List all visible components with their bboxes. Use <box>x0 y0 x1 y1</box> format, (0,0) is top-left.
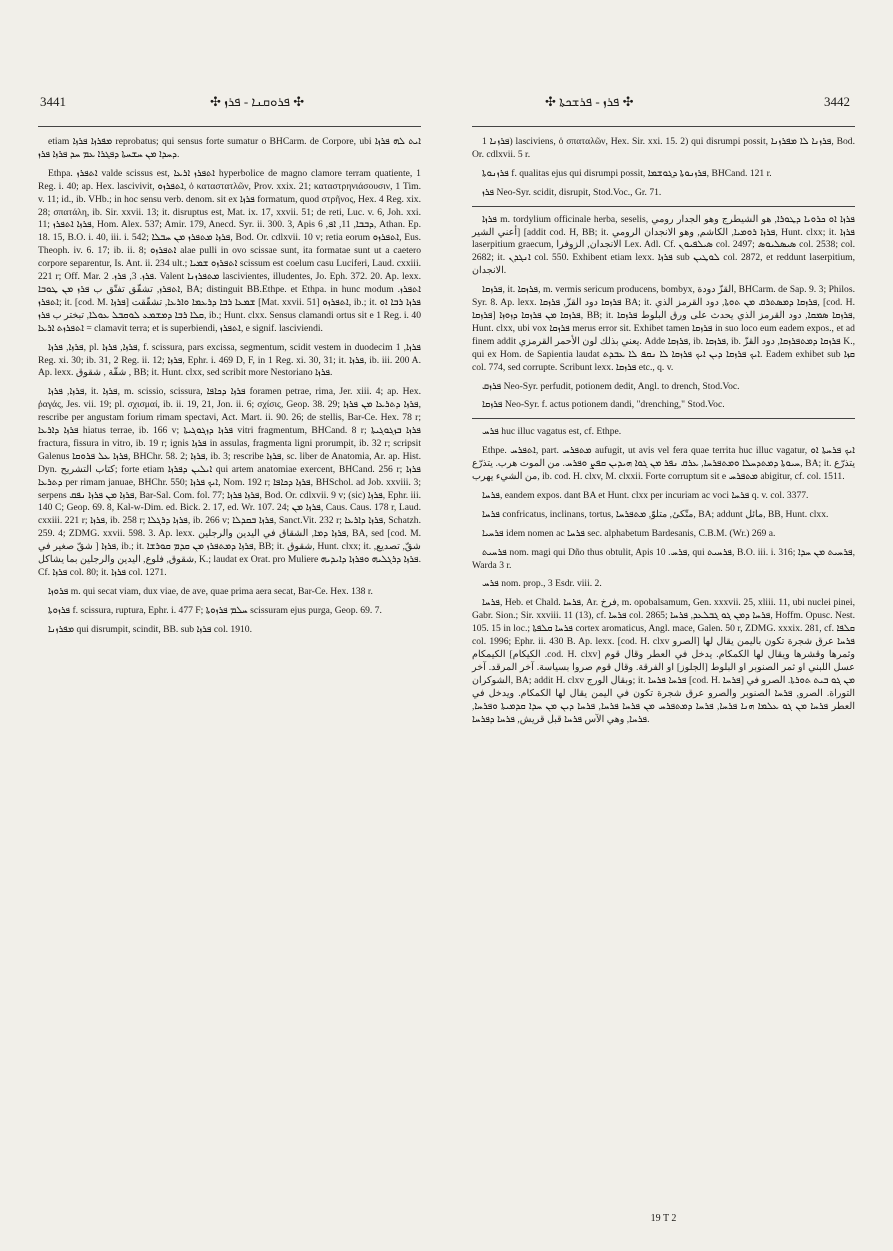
dictionary-entry: ܦܪܙܢܐ 1) lasciviens, ὁ σπαταλῶν, Hex. Sir. xxi. 15. 2) qui disrumpi possit, ܦܪܙܢܐ ܠܐ ܡܦܪܙܢܐ, Bod. Or. cdlxvii. 5 r. <box>472 136 855 160</box>
dictionary-entry: ܦܪܙܢܘܬܐ f. qualitas ejus qui disrumpi possit, ܦܪܙܢܘܬܐ ܕܓܘܫܡܐ, BHCand. 121 r. <box>482 167 772 179</box>
dictionary-entry: ܦܪܙ Neo-Syr. scidit, disrupit, Stod.Voc., Gr. 71. <box>482 186 662 198</box>
dictionary-entry: ܦܪܚܐ, eandem expos. dant BA et Hunt. clxx per incuriam ac voci ܦܪܚܐ q. v. col. 3377. <box>482 489 809 501</box>
right-page-number: 3442 <box>824 94 850 109</box>
dictionary-entry: ܦܪܚܝܬ nom. magi qui Dño thus obtulit, Apis ܦܪܚ. 10, qui ܦܪܚܝܬ, B.O. iii. i. 316; ܦܪܚܝܬ ܡܢ ܚܕܐ, Warda 3 r. <box>472 546 855 571</box>
dictionary-entry: ܦܪܙܐ, ܦܪܙܐ, pl. ܦܪܙܐ, ܦܪܙܐ, f. scissura, pars excissa, segmentum, scidit vestem in duodecim ܦܪܙܐ, 1 Reg. xi. 30; ib. 31, 2 Reg. ii. 12; ܦܪܙܐ, Ephr. i. 469 D, F, in 1 Reg. xi. 30, 31; it. ܦܪܙܐ, ib. iii. 200 A. Ap. lexx. شقّة , شقوق , BB; it. Hunt. clxx, sed scribit more Nestoriano ܦܪܙܐ. <box>38 341 422 379</box>
left-running-head: ✣ ܦܪܘܩܢܐ - ܦܪܙ ✣ <box>210 94 305 109</box>
dictionary-entry: ܦܪܚܐ confricatus, inclinans, tortus, متّكئ, متلوّ, ܡܬܦܪܚܐ, BA; addunt مائل, BB, Hunt. clxx. <box>482 508 829 520</box>
dictionary-entry: ܦܪܙܩ Neo-Syr. perfudit, potionem dedit, Angl. to drench, Stod.Voc. <box>482 380 740 392</box>
dictionary-entry: ܦܪܙܩܐ, it. ܦܪܙܩܐ, m. vermis sericum producens, bombyx, القزّ دودة, BHCarm. de Sap. 9. 3; Philos. Syr. 8. Ap. lexx. ܦܪܙܩܐ دود القزّ, ܦܪܙܩܐ BA; it. ܦܪܙܩܐ ܕܡܣܬܪܩ ܡܢ ܬܘܬܐ, دود القرمز الذي, [cod. H. ܦܪܙܩܐ] ܦܪܙܩܐ ܡܢ ܦܪܙܩܐ ܕܙܘܙܐ, BB; it. ܦܪܙܩܐ ܣܡܩܐ, دود القرمز الذي يحدث على ورق البلوط ܦܪܙܩܐ, Hunt. clxx, ubi vox ܦܪܙܩܐ merus error sit. Exhibet tamen ܦܪܙܩܐ in suo loco eum eadem expos., et ad finem addit يعني بذلك لون الأحمر القرمزي. Adde ܦܪܙܩܐ, ib. ܦܪܙܩܐ, ib. ܦܪܙܩܐ ܕܡܬܦܪܙܩܐ, دود القزّ K., qui ex Hom. de Sapientia laudat ܐܝܟ ܦܪܙܩܐ ܕܝܢ ܐܝܟ ܦܪܙܩܐ ܠܐ ܢܩܦ ܠܐ ܥܒܕܬ. Eadem exhibet sub ܩܙܐ col. 774, sed corrupte. Scribunt lexx. ܦܪܙܩܐ etc., q. v. <box>472 284 855 373</box>
dictionary-entry: ܡܦܪܙܢܐ qui disrumpit, scindit, BB. sub ܦܪܙܐ col. 1910. <box>48 623 252 635</box>
running-header <box>40 94 850 116</box>
dictionary-entry: ܦܪܚܐ, Heb. et Chald. ܦܪܚܐ, Ar. فرخ, m. opobalsamum, Gen. xxxvii. 25, xliii. 11, ubi nuclei pinei, Gabr. Sion.; Sir. xxviii. 11 (13), cf. ܦܪܚܐ col. 2865; ܦܪܚܐ ܕܡܢ ܓܘ ܓܒܠܥܕ, ܦܪܚܐ, Hoffm. Opusc. Nest. 105. 15 in loc.; ܦܪܚܐ ܩܠܦܬܐ cortex aromaticus, Angl. mace, Galen. 50 r, ZDMG. xxxix. 281, cf. ܩܠܦܐ col. 1996; Ephr. ii. 430 B. Ap. lexx. [cod. H. clxv الصرو] ܦܪܚܐ عرق شجرة تكون باليمن يقال لها الكيمكام [الكيكام .cod. H. clxv] وثمرها وقشرها ويقال لها الكمكام. يدخل في العطر وقال قوم عسل اللبني او ثمر الصنوبر او البلوط [الجلوز] او الفرقة. وقال قوم صروا بسياسة. آخر المرقد. آخر الشوكران, BA; addit H. clxv وبقال الورج; it. ܦܪܚܐ ܦܪܚܐ [cod. H. ܦܪܚܐ] ܡܢ ܓܘ ܒܝܬ ܬܘܪܬܐ. الصرو في التوراة. الصرو, ܦܪܚܐ الصنوبر والصرو عرق شجرة تكون في اليمن يقال لها الكمكام. ويدخل في العطر ܦܪܚܐ ܡܢ ܓܘ ܥܠܡܐ ܗܢܐ ܦܪܚܐ, ܦܪܚܐ ܕܡܬܦܪܚ ܡܢ ܦܪܚܐ ܦܪܚܐ, ܦܪܚܐ ܕܝܢ ܡܢ ܚܕܐ ܩܕܡܝܬܐ ܘܦܪܚܐ, ܦܪܚܐ, وهي الآس ܦܪܚܐ قبل قريش, ܦܪܚܐ ܕܦܪܚܐ. <box>472 597 856 725</box>
left-header-rule <box>38 126 421 127</box>
dictionary-entry: ܦܪܙܩܐ Neo-Syr. f. actus potionem dandi, "drenching," Stod.Voc. <box>482 399 725 411</box>
dictionary-entry: etiam ܡܦܪܙܐ ܦܪܙܐ reprobatus; qui sensus forte sumatur o BHCarm. de Corpore, ubi ܐܝܬ ܠܗ ܦܪܙܐ ܕܚܕܐ ܡܢ ܚܫܚܬܐ ܕܦܓܪܐ ܥܡ ܚܕ ܦܪܙܐ ܦܪܙ. <box>38 136 422 160</box>
dictionary-entry: ܦܪܚ nom. prop., 3 Esdr. viii. 2. <box>482 578 602 590</box>
dictionary-entry: ܦܪܘܙܐ m. qui secat viam, dux viae, de ave, quae prima aera secat, Bar-Ce. Hex. 138 r. <box>48 585 373 597</box>
dictionary-entry: ܦܪܙܘܬܐ f. scissura, ruptura, Ephr. i. 477 F; ܚܠܡ ܦܪܙܘܬܐ scissuram ejus purga, Geop. 69. 7. <box>48 604 382 616</box>
right-column <box>472 136 855 732</box>
dictionary-entry: ܦܪܙܐ, ܦܪܙܐ, it. ܦܪܙܐ, m. scissio, scissura, ܦܪܙܐ ܕܟܐܦܐ foramen petrae, rima, Jer. xiii. 4; ap. Hex. ῥαγάς, Jes. vii. 19; pl. σχισμαί, ib. ii. 19, 21, Jon. ii. 6; σχίσις, Geop. 38. 29; ܦܪܙܐ ܕܬܪܥܐ ܡܢ ܦܪܙܐ, rescribe per angustam forium rimam spectavi, Act. Mart. ii. 90. 26; de stellis, Bar-Ce. Hex. 78 r; ܦܪܙܐ ܕܐܪܥܐ hiatus terrae, ib. 166 v; ܦܪܙܐ ܕܙܓܘܓܝܬܐ vitri fragmentum, BHCand. 8 r; ܦܪܙܐ ܒܙܓܘܓܝܬܐ fractura, fissura in vitro, ib. 19 r; ignis ܦܪܙܐ in assulas, fragmenta ligni prorumpit, ib. 32 r; scripsit Galenus ܦܪܙܐ ܥܠ ܦܪܘܩܐ, BHChr. 58. 2; ܦܪܙܐ, ib. 3; rescribe ܦܪܙܐ, sc. liber de Anatomia, Ar. ap. Hist. Dyn. كتاب التشريح; forte etiam ܐܝܠܝܢ ܕܦܪܙܐ qui artem anatomiae exercent, BHCand. 256 r; ܦܪܙܐ ܕܬܪܥܐ per rimam januae, BHChr. 550; ܐܝܟ ܦܪܙܐ, Nom. 192 r; ܦܪܙܐ ܕܟܐܦܐ, BHSchol. ad Job. xxviii. 3; serpens ܦܪܙܐ ܡܢ ܦܪܙܐ ܢܦܩ, Bar-Sal. Com. fol. 77; ܦܪܙܐ ܦܪܙܐ, Bod. Or. cdlxvii. 9 v; (sic) ܦܪܙܐ, Ephr. iii. 140 C; Geop. 69. 8, Kal-w-Dim. ed. Bick. 2. 17, ed. Wr. 107. 24; ܦܪܙܐ ܡܢ, Caus. Caus. 178 r, Laud. cxxiii. 221 r; ܦܪܙܐ, ib. 258 r; ܦܪܙܐ ܕܪܓܠܐ, ib. 266 v; ܦܪܙܐ ܒܩܕܠܐ, Sanct.Vit. 232 r; ܦܪܙܐ ܕܐܪܥܐ, Schatzh. 259. 4; ZDMG. xxvii. 598. 3. Ap. lexx. ܦܪܙܐ ܕܡܐ, الشقاق في اليدين والرجلين, BA, sed [cod. M. شقّ صغير في ] ܦܪܙܐ, ib.; it. ܦܪܙܐ ܕܡܬܦܪܙ ܡܢ ܩܕܡ ܩܘܪܫܐ, BB; it. شقوق, Hunt. clxx; it. شقّ, تصديع, شقوق, فلوع, اليدين والرجلين بما يشاكل, K.; laudat ex Orat. pro Muliere ܦܪܙܐ ܕܪܓܠܝܗ ܘܦܪܙܐ ܕܐܝܕܝܗ. Cf. ܦܪܙܐ col. 80; it. ܦܪܙܐ col. 1271. <box>38 386 422 578</box>
right-running-head: ✣ ܦܪܙ - ܦܪܫܟܬܐ ✣ <box>545 94 634 109</box>
right-header-rule <box>472 126 855 127</box>
section-divider <box>472 206 855 207</box>
signature-mark: 19 T 2 <box>650 1213 677 1224</box>
left-column <box>38 136 421 643</box>
dictionary-entry: Ethpe. ܐܬܦܪܚ, part. ܡܬܦܪܚ aufugit, ut avis vel fera quae territa huc illuc vagatur, ܐܝܟ ܦܪܚܬܐ ܐܘ ܚܝܘܬܐ ܕܡܬܕܚܠܐ ܘܡܬܦܪܚܐ, ܥܪܩ ܢܦܪ ܡܢ ܓܘܐ ܗܝܕܝܢ ܩܦܨ ܘܦܪܚ. من الموت هرب. يتذرّع, BA; it. يتذرّع من الشيء يهرب, ib. cod. H. clxv, M. clxxii. Forte corruptum sit e ܡܬܦܪܚ abigitur, cf. col. 1511. <box>472 445 855 483</box>
dictionary-entry: Ethpa. ܐܬܦܪܙ valde scissus est, ܐܬܦܪܙ ܐܪܥܐ hyperbolice de magno clamore terram quatiente, 1 Reg. i. 40; ap. Hex. lascivivit, ܐܬܦܪܙܘ, ὁ καταστατλῶν, Prov. xxix. 21; καταστρηνιάσουσιν, 1 Tim. v. 11; id., ib. VHb.; in hoc sensu verb. denom. sit ex ܦܪܙܐ formatum, quod στρῆνος, Hex. 4 Reg. xix. 28; σπατάλη, ib. Sir. xxvii. 13; it. disruptus est, Mat. ix. 17, xxvii. 51; de reti, Luc. v. 6, Joh. xxi. 11; ܦܪܙܐ ܐܬܦܪܙ, Hom. Alex. 537; Amir. 179, Anecd. Syr. ii. 300. 3, Apis ܕܒܒܐ, 11, ܐܦ, 6, Athan. Ep. 18. 15, B.O. i. 40, iii. i. 542; ܦܪܙܐ ܡܬܦܪܙ ܡܢ ܚܒܠܐ, Bod. Or. cdlxvii. 10 v; retia eorum ܐܬܦܪܙܘ, Eus. Theoph. iv. 6. 17; ib. ii. 8; ܐܬܦܪܙܘ alae pulli in ovo scissae sunt, ita formatae sunt ut a caetero corpore separentur, Is. Ant. ii. 234 ult.; ܐܬܦܪܙܘ ܫܡܝܐ scissum est coelum casu Luciferi, Laud. cxxiii. 221 r; Off. Mar. ܦܪܙ. 3, ܦܪܙ. 2. Valent ܡܬܦܪܙܢܐ lascivientes, illudentes, Jo. Eph. 372. 20. Ap. lexx. ܐܬܦܪܙ, تشقّق تفتّق ب ܦܪܙ ܡܢ ܛܘܒܐ, BA; distinguit BB.Ethpe. et Ethpa. in hunc modum ܐܬܦܪܙ. ܐܬܦܪܙ; it. [cod. M. ܦܪܙܐ] ܫܡܥܐ ܪܒܐ ܕܪܥܡܐ ܘܐܪܥܐ, تشقّقت [Mat. xxvii. 51] ܐܬܦܪܙܘ, ib.; it. ܦܪܙܐ ܪܒܐ ܐܘ ܩܠܐ ܪܒܐ ܕܡܫܡܥ ܠܘܩܒܠ ܥܘܠܐ, تبختر ب ܦܪܙ, ib.; Hunt. clxx. Sensus clamandi ortus sit e 1 Reg. i. 40 ܐܬܦܪܙܬ ܐܪܥܐ = clamavit terra; et is superbiendi, ܐܬܦܪܙ, e signif. lasciviendi. <box>38 167 422 334</box>
dictionary-entry: ܦܪܙܐ m. tordylium officinale herba, seselis, ܦܪܙܐ ܐܘ ܟܪܘܝܐ ܕܛܘܪܐ, هو الشيطرج وهو الجدار رومي [أعني الشير [addit cod. H, BB; it. ܦܪܙܐ ܪܘܡܝܐ, الكاشم, وهو الانجدان الرومي, Hunt. clxx; it. ܦܪܙܐ laserpitium graecum, الانجدان, الزوفرا Lex. Adl. Cf. ܣܝܠܦܝܘܢ col. 2497; ܣܝܣܠܝܘܣ col. 2538; col. 2682; it. ܐܢܓܕܢ col. 550. Exhibent etiam lexx. ܦܪܙܐ sub ܠܘܛܝܢ col. 2872, et reddunt laserpitium, الانجدان. <box>472 213 855 277</box>
left-page-number: 3441 <box>40 94 66 109</box>
dictionary-entry: ܦܪܚ huc illuc vagatus est, cf. Ethpe. <box>482 426 622 438</box>
section-divider <box>472 418 855 419</box>
dictionary-entry: ܦܪܚܝܐ idem nomen ac ܦܪܚܐ sec. alphabetum Bardesanis, C.B.M. (Wr.) 269 a. <box>482 527 776 539</box>
